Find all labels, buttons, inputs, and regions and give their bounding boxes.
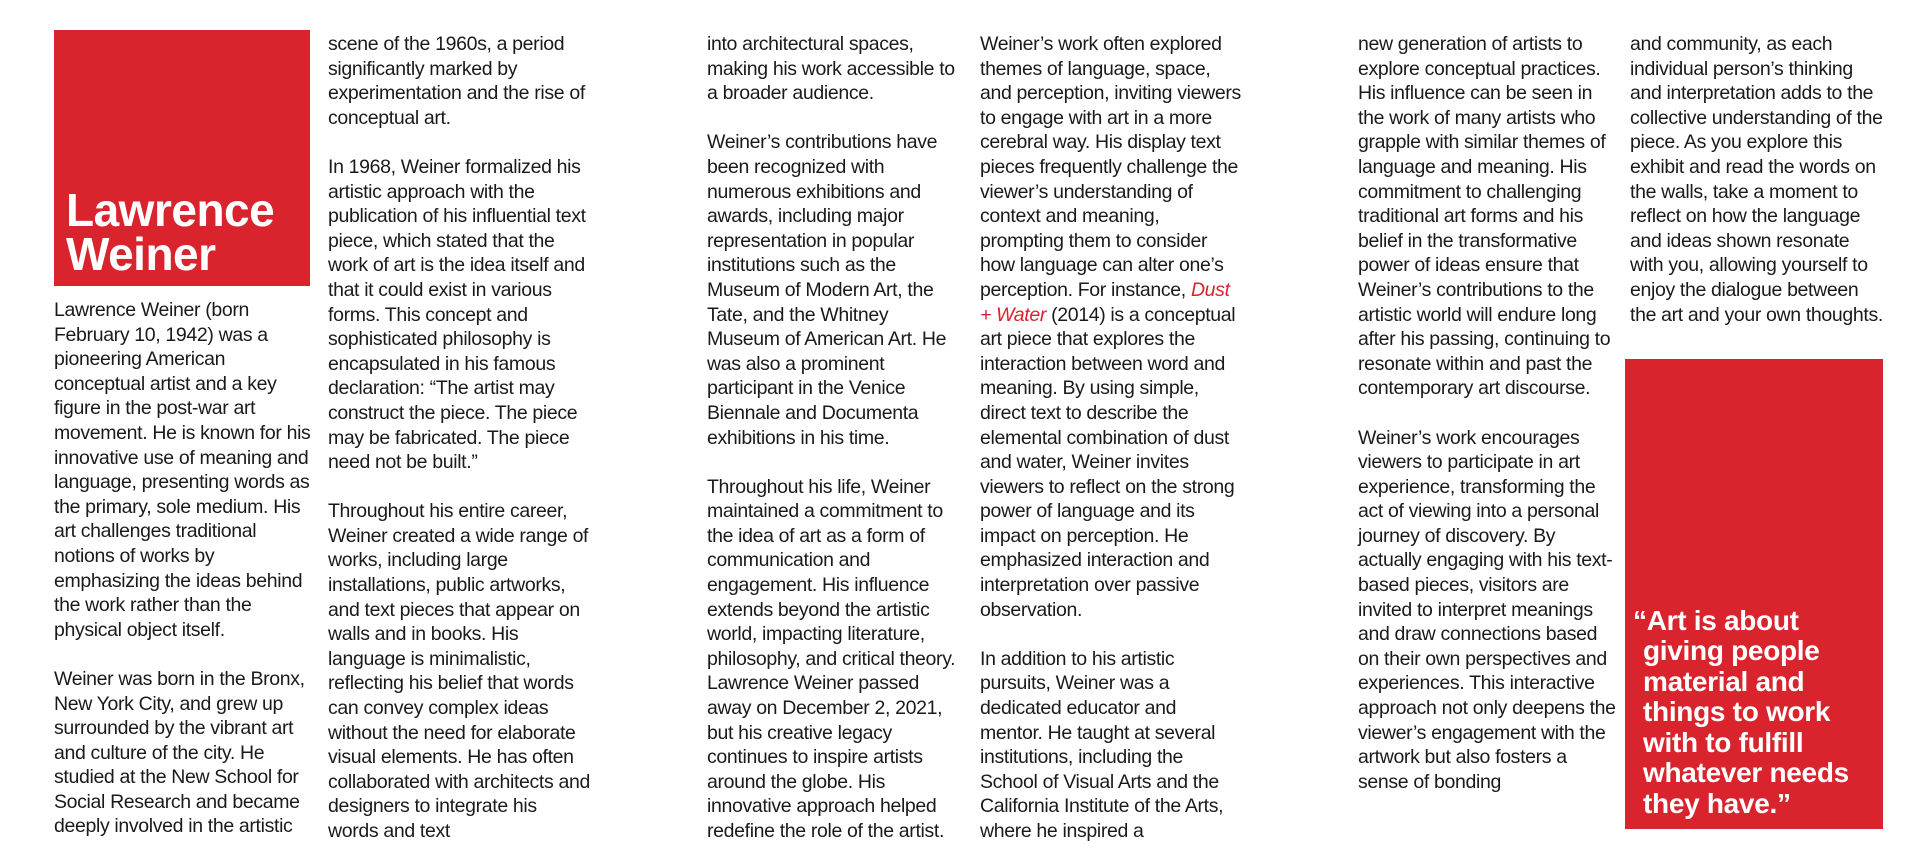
text-column-5: [1358, 32, 1620, 794]
paragraph: In addition to his artistic pursuits, Weiner was a dedicated educator and mentor. He taught at several institutions, including the School of Visual Arts and the California Institute of the Arts, where he inspired a: [980, 647, 1224, 842]
paragraph-text: (2014) is a conceptual art piece that explores the interaction between word and meaning. By using simple, direct text to describe the elemental combination of dust and water, Weiner invites viewers to reflect on the strong power of language and its impact on perception. He emphasized interaction and interpretation over passive observation.: [980, 303, 1236, 621]
paragraph: Weiner was born in the Bronx, New York City, and grew up surrounded by the vibrant art and culture of the city. He studied at the New School for Social Research and became deeply involved in the artistic: [54, 667, 305, 838]
text-column-6: [1630, 32, 1885, 327]
text-column-3: [707, 32, 962, 844]
text-column-1: [54, 298, 314, 839]
paragraph: Weiner’s work encourages viewers to participate in art experience, transforming the act of viewing into a personal journey of discovery. By actually engaging with his text-based pieces, visitors are invited to interpret meanings and draw connections based on their own perspectives and experiences. This interactive approach not only deepens the viewer’s engagement with the artwork but also fosters a sense of bonding: [1358, 426, 1616, 793]
paragraph: Weiner’s contributions have been recognized with numerous exhibitions and awards, including major representation in popular institutions such as the Museum of Modern Art, the Tate, and the Whitney Museum of American Art. He was also a prominent participant in the Venice Biennale and Documenta exhibitions in his time.: [707, 131, 947, 449]
title-block: [54, 30, 310, 286]
paragraph: scene of the 1960s, a period significantly marked by experimentation and the rise of conceptual art.: [328, 33, 585, 129]
text-column-2: [328, 32, 590, 844]
pull-quote-block: [1625, 359, 1883, 829]
paragraph: and community, as each individual person’s thinking and interpretation adds to the collective understanding of the piece. As you explore this exhibit and read the words on the walls, take a moment to reflect on how the language and ideas shown resonate with you, allowing yourself to enjoy the dialogue between the art and your own thoughts.: [1630, 33, 1883, 326]
paragraph: Throughout his entire career, Weiner created a wide range of works, including large installations, public artworks, and text pieces that appear on walls and in books. His language is minimalistic, reflecting his belief that words can convey complex ideas without the need for elaborate visual elements. He has often collaborated with architects and designers to integrate his words and text: [328, 500, 590, 842]
paragraph: Throughout his life, Weiner maintained a commitment to the idea of art as a form of communication and engagement. His influence extends beyond the artistic world, impacting literature, philosophy, and critical theory. Lawrence Weiner passed away on December 2, 2021, but his creative legacy continues to inspire artists around the globe. His innovative approach helped redefine the role of the artist.: [707, 475, 956, 842]
paragraph: [980, 32, 1242, 622]
paragraph: new generation of artists to explore conceptual practices. His influence can be seen in the work of many artists who grapple with similar themes of language and meaning. His commitment to challenging traditional art forms and his belief in the transformative power of ideas ensure that Weiner’s contributions to the artistic world will endure long after his passing, continuing to resonate within and past the contemporary art discourse.: [1358, 33, 1611, 400]
paragraph: Lawrence Weiner (born February 10, 1942) was a pioneering American conceptual artist and a key figure in the post-war art movement. He is known for his innovative use of meaning and language, presenting words as the primary, sole medium. His art challenges traditional notions of works by emphasizing the ideas behind the work rather than the physical object itself.: [54, 299, 311, 641]
paragraph: In 1968, Weiner formalized his artistic approach with the publication of his influential text piece, which stated that the work of art is the idea itself and that it could exist in various forms. This concept and sophisticated philosophy is encapsulated in his famous declaration: “The artist may construct the piece. The piece may be fabricated. The piece need not be built.”: [328, 155, 586, 474]
article-title: Lawrence Weiner: [66, 184, 275, 280]
paragraph-text: Weiner’s work often explored themes of language, space, and perception, inviting viewers to engage with art in a more cerebral way. His display text pieces frequently challenge the viewer’s understanding of context and meaning, prompting them to consider how language can alter one’s perception. For instance,: [980, 33, 1241, 301]
artwork-title: Dust + Water: [980, 278, 1230, 326]
pull-quote: “Art is about giving people material and things to work with to fulfill whatever needs they have.”: [1633, 604, 1849, 819]
text-column-4: [980, 32, 1242, 844]
paragraph: into architectural spaces, making his work accessible to a broader audience.: [707, 33, 955, 105]
